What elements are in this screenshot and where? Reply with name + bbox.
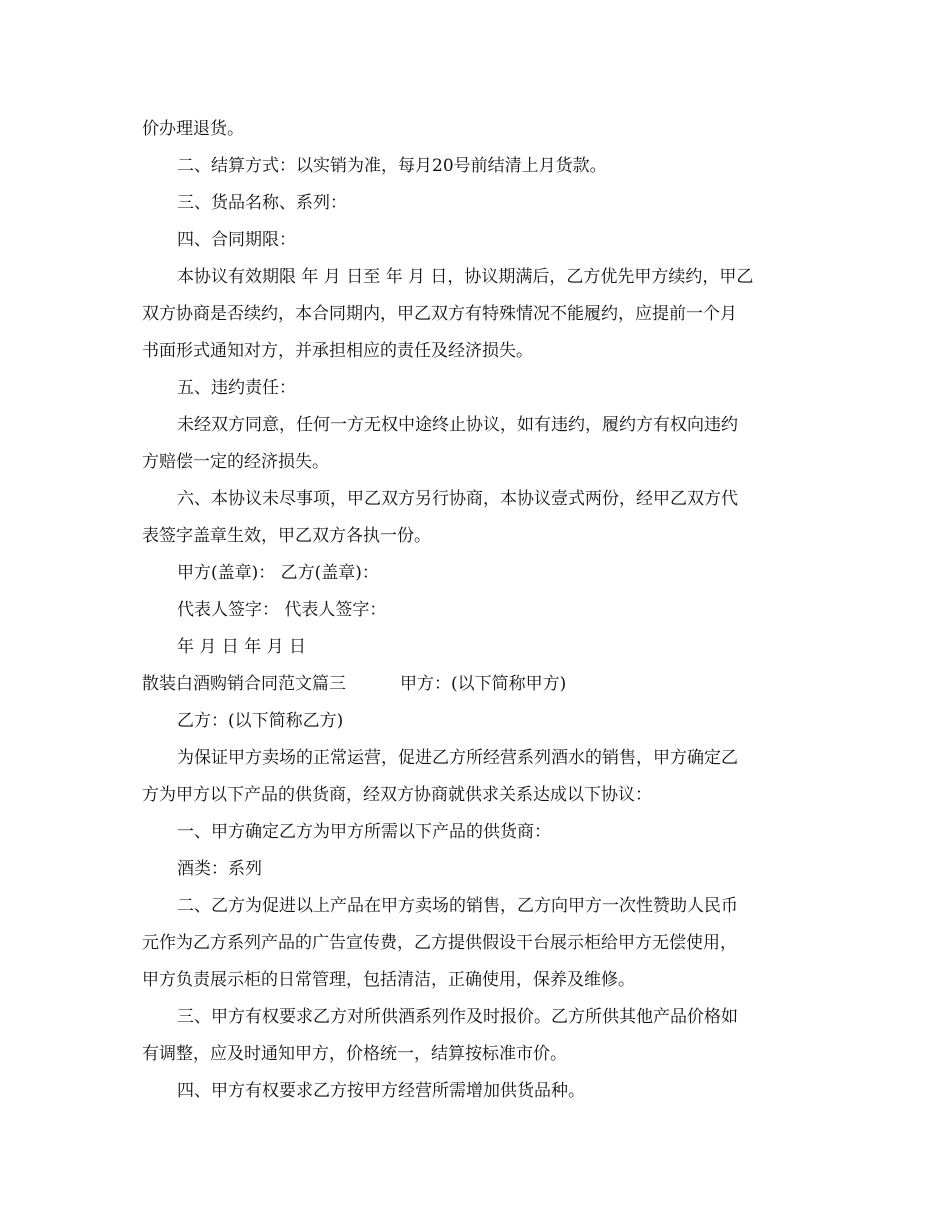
party-b: 乙方：(以下简称乙方)	[177, 711, 344, 731]
text-line: 表签字盖章生效，甲乙双方各执一份。	[142, 526, 431, 546]
clause-4: 四、甲方有权要求乙方按甲方经营所需增加供货品种。	[177, 1081, 585, 1101]
text-line: 方赔偿一定的经济损失。	[142, 452, 329, 472]
text-line: 价办理退货。	[142, 119, 244, 139]
section-title: 散装白酒购销合同范文篇三	[142, 674, 346, 694]
party-a: 甲方：(以下简称甲方)	[400, 674, 567, 694]
clause-2-settlement: 二、结算方式：以实销为准，每月20号前结清上月货款。	[177, 156, 607, 176]
clause-2: 二、乙方为促进以上产品在甲方卖场的销售，乙方向甲方一次性赞助人民币	[177, 896, 738, 916]
text-line: 双方协商是否续约，本合同期内，甲乙双方有特殊情况不能履约，应提前一个月	[142, 304, 737, 324]
text-line: 书面形式通知对方，并承担相应的责任及经济损失。	[142, 341, 533, 361]
clause-3-goods: 三、货品名称、系列：	[177, 193, 347, 213]
text-line: 甲方负责展示柜的日常管理，包括清洁，正确使用，保养及维修。	[142, 970, 635, 990]
date-line: 年 月 日 年 月 日	[177, 637, 307, 657]
clause-3: 三、甲方有权要求乙方对所供酒系列作及时报价。乙方所供其他产品价格如	[177, 1007, 738, 1027]
clause-4-term: 四、合同期限：	[177, 230, 296, 250]
text-line: 本协议有效期限 年 月 日至 年 月 日，协议期满后，乙方优先甲方续约，甲乙	[177, 267, 754, 287]
signature-line: 代表人签字： 代表人签字：	[177, 600, 387, 620]
seal-line: 甲方(盖章)： 乙方(盖章)：	[177, 563, 379, 583]
text-line: 方为甲方以下产品的供货商，经双方协商就供求关系达成以下协议：	[142, 785, 652, 805]
wine-type: 酒类：系列	[177, 859, 262, 879]
section-heading-line	[142, 671, 812, 697]
clause-1: 一、甲方确定乙方为甲方所需以下产品的供货商：	[177, 822, 551, 842]
clause-6-misc: 六、本协议未尽事项，甲乙双方另行协商，本协议壹式两份，经甲乙双方代	[177, 489, 738, 509]
clause-5-liability: 五、违约责任：	[177, 378, 296, 398]
text-line: 为保证甲方卖场的正常运营，促进乙方所经营系列酒水的销售，甲方确定乙	[177, 748, 738, 768]
text-line: 元作为乙方系列产品的广告宣传费，乙方提供假设干台展示柜给甲方无偿使用，	[142, 933, 737, 953]
text-line: 未经双方同意，任何一方无权中途终止协议，如有违约，履约方有权向违约	[177, 415, 738, 435]
text-line: 有调整，应及时通知甲方，价格统一，结算按标准市价。	[142, 1044, 567, 1064]
